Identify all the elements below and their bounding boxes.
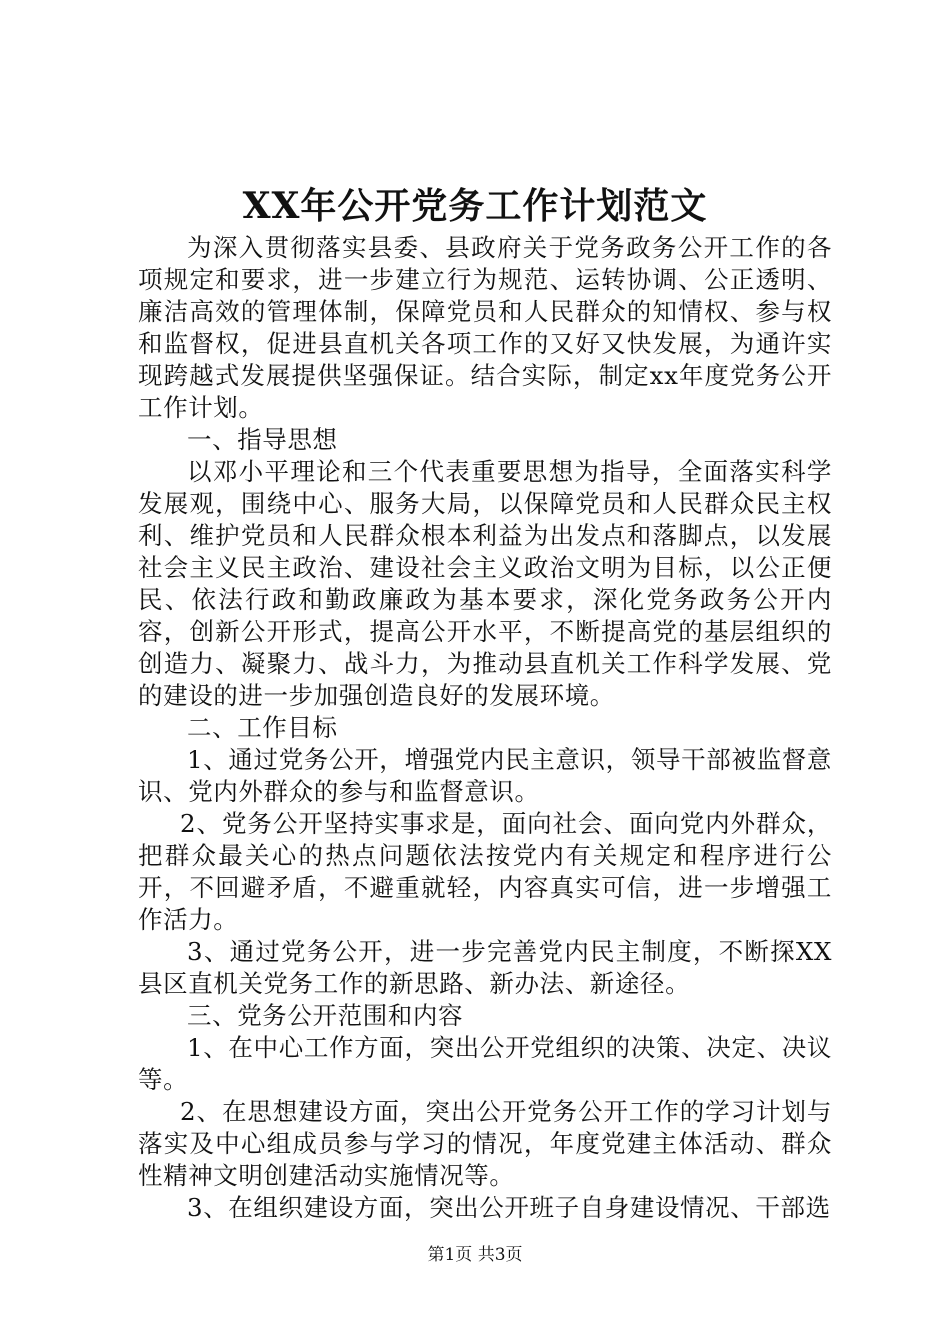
work-goal-item-1: 1、通过党务公开，增强党内民主意识，领导干部被监督意识、党内外群众的参与和监督意识。 — [138, 745, 832, 806]
document-title: XX年公开党务工作计划范文 — [242, 185, 708, 227]
page-number-footer: 第1页 共3页 — [427, 1245, 523, 1265]
scope-item-3: 3、在组织建设方面，突出公开班子自身建设情况、干部选 — [187, 1193, 831, 1222]
work-goal-item-2: 2、党务公开坚持实事求是，面向社会、面向党内外群众，把群众最关心的热点问题依法按党内有关规定和程序进行公开，不回避矛盾，不避重就轻，内容真实可信，进一步增强工作活力。 — [138, 809, 832, 934]
section-heading-scope-content: 三、党务公开范围和内容 — [187, 1001, 464, 1030]
work-goal-item-3: 3、通过党务公开，进一步完善党内民主制度，不断探XX县区直机关党务工作的新思路、新办法、新途径。 — [138, 937, 832, 998]
scope-item-1: 1、在中心工作方面，突出公开党组织的决策、决定、决议等。 — [138, 1033, 832, 1094]
section-heading-guiding-ideology: 一、指导思想 — [187, 425, 338, 454]
intro-paragraph: 为深入贯彻落实县委、县政府关于党务政务公开工作的各项规定和要求，进一步建立行为规范、运转协调、公正透明、廉洁高效的管理体制，保障党员和人民群众的知情权、参与权和监督权，促进县直机关各项工作的又好又快发展，为通许实现跨越式发展提供坚强保证。结合实际，制定xx年度党务公开工作计划。 — [138, 233, 832, 422]
scope-item-2: 2、在思想建设方面，突出公开党务公开工作的学习计划与落实及中心组成员参与学习的情况，年度党建主体活动、群众性精神文明创建活动实施情况等。 — [138, 1097, 832, 1190]
guiding-ideology-paragraph: 以邓小平理论和三个代表重要思想为指导，全面落实科学发展观，围绕中心、服务大局，以保障党员和人民群众民主权利、维护党员和人民群众根本利益为出发点和落脚点，以发展社会主义民主政治、建设社会主义政治文明为目标，以公正便民、依法行政和勤政廉政为基本要求，深化党务政务公开内容，创新公开形式，提高公开水平，不断提高党的基层组织的创造力、凝聚力、战斗力，为推动县直机关工作科学发展、党的建设的进一步加强创造良好的发展环境。 — [138, 457, 832, 710]
document-body — [138, 232, 832, 1224]
section-heading-work-goals: 二、工作目标 — [187, 713, 338, 742]
